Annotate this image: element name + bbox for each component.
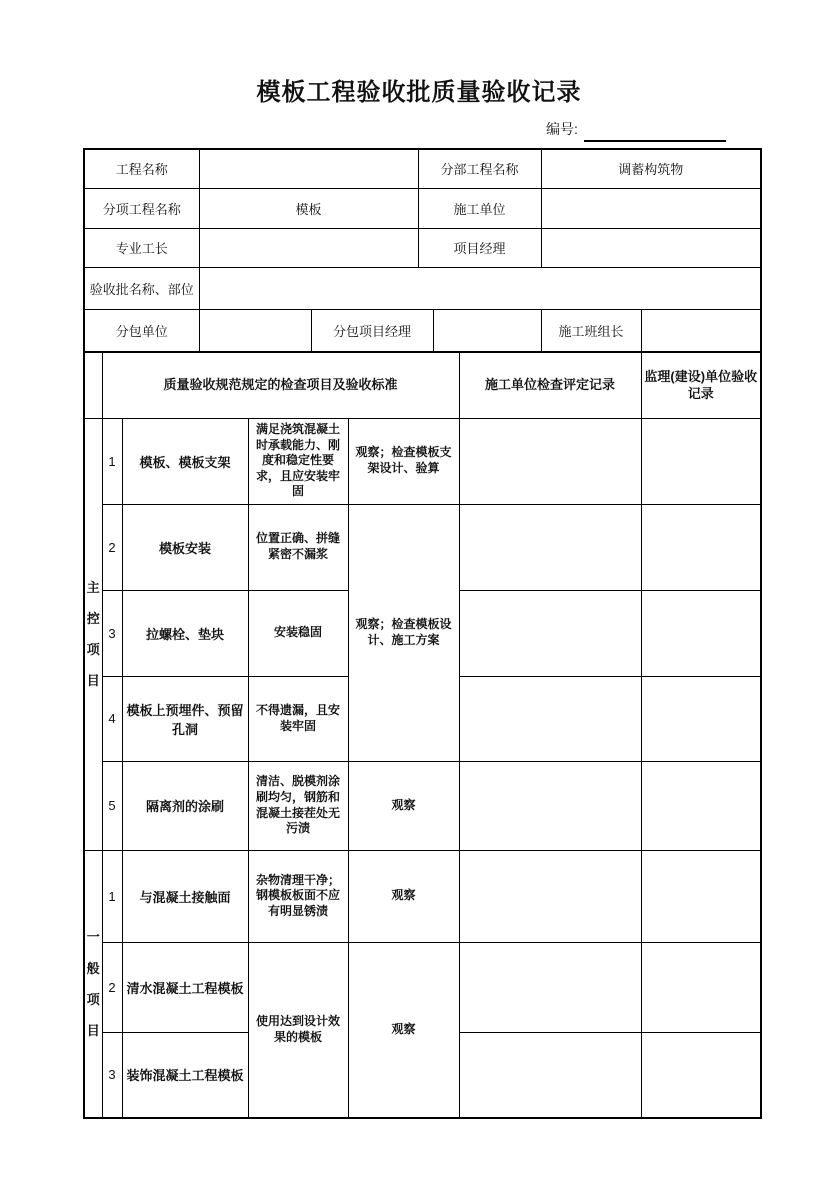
supervision-record-cell[interactable]: [641, 676, 761, 761]
item-name: 模板安装: [122, 504, 248, 590]
contractor-record-cell[interactable]: [459, 676, 641, 761]
table-row: [84, 761, 761, 850]
contractor-record-cell[interactable]: [459, 942, 641, 1032]
acceptance-batch-field[interactable]: [199, 267, 761, 309]
info-table: [83, 148, 762, 353]
row-number: 5: [102, 761, 122, 850]
acceptance-standard: 清洁、脱模剂涂刷均匀，钢筋和混凝土接茬处无污渍: [248, 761, 348, 850]
acceptance-batch-label: 验收批名称、部位: [84, 267, 199, 309]
corner-cell: [84, 352, 102, 418]
subcontractor-label: 分包单位: [84, 309, 199, 352]
item-name: 与混凝土接触面: [122, 850, 248, 942]
acceptance-standard: 杂物清理干净；钢模板板面不应有明显锈渍: [248, 850, 348, 942]
contractor-record-cell[interactable]: [459, 504, 641, 590]
supervision-record-header: 监理(建设)单位验收记录: [641, 352, 761, 418]
subcontract-manager-label: 分包项目经理: [311, 309, 433, 352]
subcontractor-field[interactable]: [199, 309, 311, 352]
subcontract-manager-field[interactable]: [433, 309, 541, 352]
row-number: 2: [102, 942, 122, 1032]
sub-item-field[interactable]: 模板: [199, 188, 418, 228]
table-row: [84, 228, 761, 267]
document-number-blank[interactable]: [584, 120, 726, 142]
contractor-record-cell[interactable]: [459, 590, 641, 676]
row-number: 4: [102, 676, 122, 761]
contractor-record-cell[interactable]: [459, 850, 641, 942]
table-row: [84, 942, 761, 1032]
section-label-dominant-items: 主控项目: [84, 418, 102, 850]
row-number: 3: [102, 590, 122, 676]
project-manager-label: 项目经理: [418, 228, 541, 267]
document-number: [546, 118, 726, 142]
table-row: [84, 504, 761, 590]
contractor-record-cell[interactable]: [459, 761, 641, 850]
table-row: [84, 267, 761, 309]
crew-leader-field[interactable]: [641, 309, 761, 352]
division-work-label: 分部工程名称: [418, 149, 541, 188]
contractor-record-header: 施工单位检查评定记录: [459, 352, 641, 418]
division-work-field[interactable]: 调蓄构筑物: [541, 149, 761, 188]
supervision-record-cell[interactable]: [641, 504, 761, 590]
supervision-record-cell[interactable]: [641, 761, 761, 850]
section-label-general-items: 一般项目: [84, 850, 102, 1118]
construction-unit-field[interactable]: [541, 188, 761, 228]
document-number-label: 编号:: [546, 121, 578, 137]
form-body: [83, 148, 762, 1119]
inspection-method: 观察；检查模板支架设计、验算: [348, 418, 459, 504]
acceptance-standard: 使用达到设计效果的模板: [248, 942, 348, 1118]
acceptance-standard: 安装稳固: [248, 590, 348, 676]
crew-leader-label: 施工班组长: [541, 309, 641, 352]
row-number: 1: [102, 418, 122, 504]
item-name: 模板、模板支架: [122, 418, 248, 504]
inspection-method: 观察；检查模板设计、施工方案: [348, 504, 459, 761]
inspection-method: 观察: [348, 942, 459, 1118]
table-row: [84, 418, 761, 504]
project-manager-field[interactable]: [541, 228, 761, 267]
table-row: [84, 309, 761, 352]
contractor-record-cell[interactable]: [459, 418, 641, 504]
item-name: 隔离剂的涂刷: [122, 761, 248, 850]
construction-unit-label: 施工单位: [418, 188, 541, 228]
project-name-label: 工程名称: [84, 149, 199, 188]
supervision-record-cell[interactable]: [641, 850, 761, 942]
inspection-table: [83, 351, 762, 1119]
supervision-record-cell[interactable]: [641, 1032, 761, 1118]
criteria-header: 质量验收规范规定的检查项目及验收标准: [102, 352, 459, 418]
item-name: 清水混凝土工程模板: [122, 942, 248, 1032]
contractor-record-cell[interactable]: [459, 1032, 641, 1118]
supervision-record-cell[interactable]: [641, 590, 761, 676]
foreman-label: 专业工长: [84, 228, 199, 267]
sub-item-label: 分项工程名称: [84, 188, 199, 228]
inspection-method: 观察: [348, 850, 459, 942]
row-number: 3: [102, 1032, 122, 1118]
acceptance-standard: 满足浇筑混凝土时承载能力、刚度和稳定性要求，且应安装牢固: [248, 418, 348, 504]
row-number: 1: [102, 850, 122, 942]
foreman-field[interactable]: [199, 228, 418, 267]
item-name: 拉螺栓、垫块: [122, 590, 248, 676]
supervision-record-cell[interactable]: [641, 942, 761, 1032]
row-number: 2: [102, 504, 122, 590]
table-row: [84, 352, 761, 418]
table-row: [84, 850, 761, 942]
item-name: 装饰混凝土工程模板: [122, 1032, 248, 1118]
table-row: [84, 149, 761, 188]
acceptance-standard: 不得遗漏，且安装牢固: [248, 676, 348, 761]
inspection-method: 观察: [348, 761, 459, 850]
project-name-field[interactable]: [199, 149, 418, 188]
item-name: 模板上预埋件、预留孔洞: [122, 676, 248, 761]
page-title: 模板工程验收批质量验收记录: [256, 79, 582, 106]
table-row: [84, 188, 761, 228]
acceptance-standard: 位置正确、拼缝紧密不漏浆: [248, 504, 348, 590]
supervision-record-cell[interactable]: [641, 418, 761, 504]
